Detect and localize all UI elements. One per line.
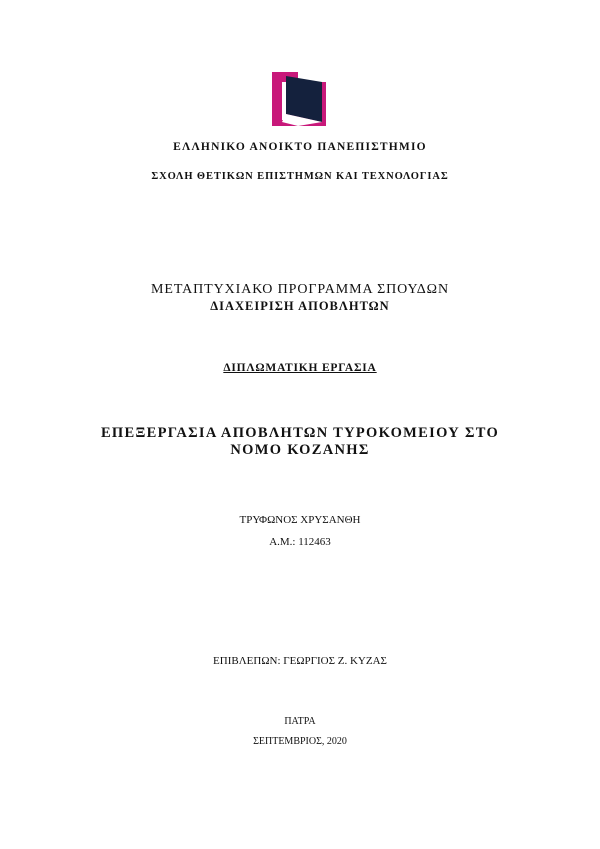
date: ΣΕΠΤΕΜΒΡΙΟΣ, 2020: [253, 736, 347, 747]
university-name: ΕΛΛΗΝΙΚΟ ΑΝΟΙΚΤΟ ΠΑΝΕΠΙΣΤΗΜΙΟ: [173, 141, 427, 153]
supervisor: ΕΠΙΒΛΕΠΩΝ: ΓΕΩΡΓΙΟΣ Ζ. ΚΥΖΑΣ: [213, 655, 387, 667]
school-name: ΣΧΟΛΗ ΘΕΤΙΚΩΝ ΕΠΙΣΤΗΜΩΝ ΚΑΙ ΤΕΧΝΟΛΟΓΙΑΣ: [151, 171, 449, 182]
thesis-title-line-1: ΕΠΕΞΕΡΓΑΣΙΑ ΑΠΟΒΛΗΤΩΝ ΤΥΡΟΚΟΜΕΙΟΥ ΣΤΟ: [100, 425, 500, 441]
student-id: Α.Μ.: 112463: [269, 536, 331, 548]
author-name: ΤΡΥΦΩΝΟΣ ΧΡΥΣΑΝΘΗ: [239, 514, 361, 526]
specialty-name: ΔΙΑΧΕΙΡΙΣΗ ΑΠΟΒΛΗΤΩΝ: [210, 299, 390, 313]
program-name: ΜΕΤΑΠΤΥΧΙΑΚΟ ΠΡΟΓΡΑΜΜΑ ΣΠΟΥΔΩΝ: [151, 282, 449, 297]
city: ΠΑΤΡΑ: [284, 716, 316, 727]
university-logo-icon: [272, 72, 326, 126]
thesis-type: ΔΙΠΛΩΜΑΤΙΚΗ ΕΡΓΑΣΙΑ: [223, 362, 377, 374]
thesis-title-line-2: ΝΟΜΟ ΚΟΖΑΝΗΣ: [230, 442, 370, 458]
